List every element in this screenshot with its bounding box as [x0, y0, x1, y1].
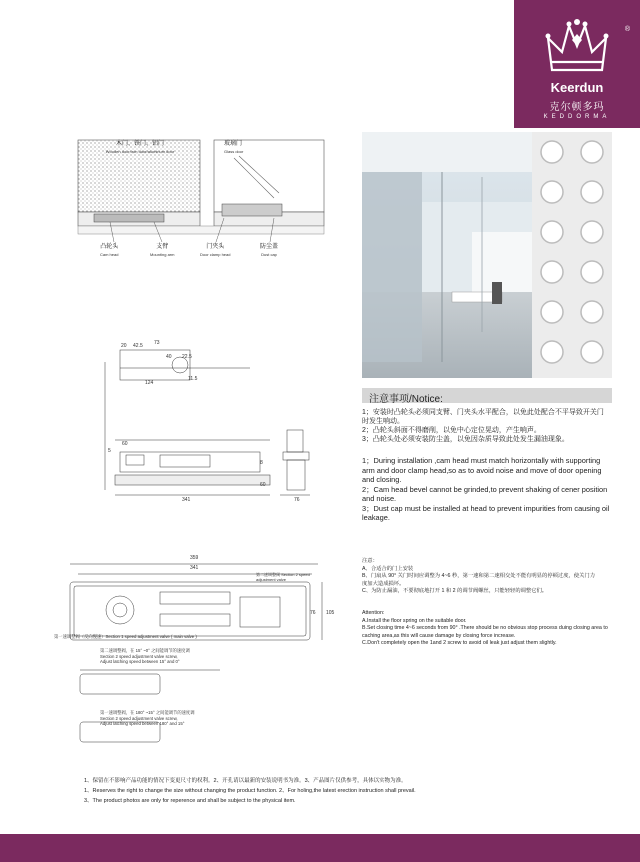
- label-cam-head: [100, 244, 118, 258]
- dim-105: 105: [326, 610, 335, 616]
- registered-mark: ®: [624, 26, 630, 33]
- label-door-clamp-head-en: Door clamp head: [200, 252, 231, 257]
- notice-cn-1: 1；安装时凸轮头必须同支臂、门夹头水平配合，以免此处配合不平导致开关门时发生响动。: [362, 409, 604, 425]
- wooden-door-title: [84, 141, 196, 155]
- valve-3-cn: 第一速调整阀，在 180° ~15° 之间能调节的速度调: [100, 710, 195, 715]
- speed-box-note: 第二速调整阀 Section 2 speed adjustment valve: [256, 572, 310, 582]
- label-cam-head-cn: 凸轮头: [100, 244, 119, 250]
- brand-logo: [514, 0, 640, 128]
- notice-title-cn: 注意事项: [369, 394, 409, 405]
- office-photo-drawing: [362, 132, 612, 378]
- valve-1-note: 第一速调整阀（反向慢速）Section 1 speed adjustment valve ( main valve ): [54, 634, 197, 639]
- label-mounting-arm-en: Mounting arm: [150, 252, 175, 257]
- crown-icon: [514, 0, 640, 80]
- attention-en-0: Attention:: [362, 610, 385, 616]
- tech-drawing-top-svg: [100, 340, 330, 510]
- notice-en-1: 1；During installation ,cam head must match horizontally with supporting arm and door clamp head,so as to avoid noise and move of door opening and closing.: [362, 456, 602, 484]
- dim-60: 60: [122, 441, 128, 447]
- brand-name-cn: 克尔顿多玛: [549, 102, 605, 113]
- dim-5: 5: [108, 448, 111, 454]
- attention-en-1: A.Install the floor spring on the suitable door.: [362, 617, 467, 624]
- brand-sub: KEDDORMA: [543, 114, 611, 120]
- label-dust-cap-en: Dust cap: [261, 252, 277, 257]
- label-mounting-arm: [150, 244, 174, 258]
- office-photo: [362, 132, 612, 378]
- door-diagrams: [74, 138, 336, 268]
- valve-2-note: [100, 648, 190, 665]
- notice-cn-3: 3；凸轮头处必须安装防尘盖，以免因杂质导致此处发生漏油现象。: [362, 436, 569, 443]
- valve-3-en2: Adjust latching speed between 180° and 15°: [100, 721, 185, 726]
- label-door-clamp-head-cn: 门夹头: [206, 244, 225, 250]
- label-dust-cap: [260, 244, 278, 258]
- footer-note-cn: 1、保留在不影响产品功能的情况下变更尺寸的权利。2、开孔请以最新的安装说明书为准。3、产品图片仅供参考，具体以实物为准。: [84, 778, 407, 784]
- dim-341: 341: [182, 497, 191, 503]
- dim-124: 124: [145, 380, 154, 386]
- notice-cn-list: [362, 408, 610, 444]
- attention-en-3: C.Don't completely open the 1and 2 screw to avoid oil leak just adjust them slightly.: [362, 640, 557, 646]
- dim-76-bottom: 76: [310, 610, 316, 616]
- dim-42-5: 42.5: [133, 343, 143, 349]
- dim-60-side: 60: [260, 482, 266, 488]
- notice-en-3: 3；Dust cap must be installed at head to prevent impurities from causing oil leakage.: [362, 503, 610, 522]
- valve-2-en2: Adjust latching speed between 15° and 0°: [100, 659, 180, 664]
- dim-341-bottom: 341: [190, 565, 199, 571]
- attention-en-2: B.Set closing time 4~6 seconds from 90° .There should be no obvious stop process duing closing area to caching area,as this will cause damage by closing force increase.: [362, 625, 608, 639]
- attention-cn-0: 注意：: [362, 558, 378, 564]
- bottom-bar: [0, 834, 640, 862]
- tech-drawing-top: [100, 340, 330, 510]
- dim-73: 73: [154, 340, 160, 346]
- label-mounting-arm-cn: 支臂: [156, 244, 169, 250]
- valve-2-en1: Section 2 speed adjustment valve screw,: [100, 653, 178, 659]
- dim-20: 20: [121, 343, 127, 349]
- attention-cn-2: B、门扇从 90° 关门时间应调整为 4~6 秒，第一速和第二速相交处不能有明显的停顿过度，使关门力: [362, 573, 595, 579]
- attention-cn: [362, 558, 616, 596]
- attention-en: [362, 610, 616, 648]
- dim-11-5: 11.5: [188, 376, 198, 382]
- notice-cn-2: 2；凸轮头斜面不得磨削，以免中心定位晃动，产生响声。: [362, 427, 541, 434]
- label-door-clamp-head: [200, 244, 230, 258]
- notice-en-2: 2；Cam head bevel cannot be grinded,to prevent shaking of cener position and noise.: [362, 484, 608, 503]
- attention-cn-1: A、合适合的门上安装: [362, 565, 414, 572]
- dim-22-5: 22.5: [182, 354, 192, 360]
- dim-40: 40: [166, 354, 172, 360]
- brand-name: Keerdun: [550, 80, 604, 95]
- wooden-door-title-en: Wooden door/iron door/aluminum door: [105, 149, 175, 154]
- label-dust-cap-cn: 防尘盖: [260, 244, 279, 250]
- valve-2-cn: 第二速调整阀，在 15° ~0° 之间能调节的速度调: [100, 648, 190, 653]
- notice-title-en: /Notice:: [409, 394, 443, 405]
- glass-door-title-en: Glass door: [224, 149, 244, 154]
- footer-note-en-1: 1、Reserves the right to change the size without changing the product function. 2、For holing,the latest erection instruction shall prevail.: [84, 788, 416, 794]
- valve-3-en1: Section 2 speed adjustment valve screw,: [100, 715, 178, 721]
- label-cam-head-en: Cam head: [100, 252, 119, 257]
- glass-door-title: [224, 141, 264, 155]
- attention-cn-3: 度加大造成损坏。: [362, 580, 405, 587]
- dim-76: 76: [294, 497, 300, 503]
- footer-notes: [84, 776, 604, 806]
- valve-3-note: [100, 710, 195, 727]
- notice-en-list: [362, 456, 614, 523]
- glass-door-title-cn: 玻璃门: [224, 141, 243, 147]
- notice-title: [369, 390, 443, 405]
- wooden-door-title-cn: 木门、铁门、铝门: [115, 141, 164, 147]
- tech-drawing-bottom: [54, 552, 350, 762]
- attention-cn-4: C、为防止漏油，不要彻底地打开 1 和 2 的调节阀螺丝，只能轻轻的调整它们。: [362, 588, 548, 594]
- dim-8: 8: [260, 460, 263, 466]
- dim-359: 359: [190, 555, 199, 561]
- footer-note-en-2: 3、The product photos are only for reperence and shall be subject to the physical item.: [84, 798, 296, 804]
